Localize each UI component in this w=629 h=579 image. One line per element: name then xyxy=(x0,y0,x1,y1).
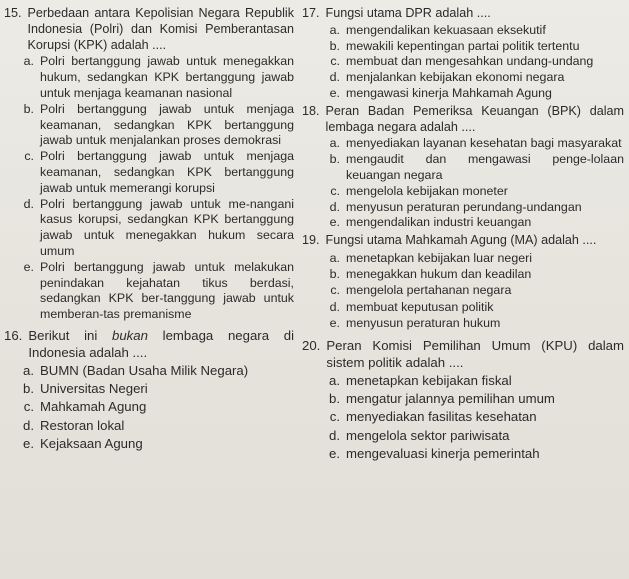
question-number: 18. xyxy=(302,103,320,118)
option-d[interactable] xyxy=(16,417,294,435)
option-text: Kejaksaan Agung xyxy=(40,435,143,451)
question-18-options xyxy=(322,136,624,231)
option-text: Polri bertanggung jawab untuk menegakkan hukum, sedangkan KPK bertanggung jawab untuk menjaga keamanan nasional xyxy=(40,54,294,100)
question-text: Fungsi utama DPR adalah .... xyxy=(325,6,491,20)
question-15 xyxy=(4,6,294,323)
option-letter: c. xyxy=(24,149,34,164)
question-19 xyxy=(302,233,624,331)
option-text: mengawasi kinerja Mahkamah Agung xyxy=(346,85,552,100)
question-16 xyxy=(4,327,294,453)
option-letter: d. xyxy=(23,196,34,211)
option-letter: d. xyxy=(23,417,34,433)
option-text: Universitas Negeri xyxy=(40,381,148,397)
option-text: mengendalikan industri keuangan xyxy=(346,215,532,230)
option-text: menyusun peraturan hukum xyxy=(346,315,501,330)
option-c[interactable] xyxy=(322,282,624,298)
option-text: Polri bertanggung jawab untuk menjaga keamanan, sedangkan KPK bertanggung jawab untuk menjalankan proses demokrasi xyxy=(40,101,294,148)
option-letter: a. xyxy=(23,54,34,69)
option-letter: e. xyxy=(329,85,340,100)
option-text: mengendalikan kekuasaan eksekutif xyxy=(346,22,546,37)
option-text: Mahkamah Agung xyxy=(40,399,147,415)
option-e[interactable] xyxy=(16,435,294,453)
option-b[interactable] xyxy=(16,380,294,398)
option-b[interactable] xyxy=(16,102,294,149)
option-letter: a. xyxy=(329,136,340,151)
option-e[interactable] xyxy=(16,260,294,323)
option-d[interactable] xyxy=(322,70,624,86)
question-number: 16. xyxy=(4,327,23,343)
question-20 xyxy=(302,337,624,463)
option-text: menyusun peraturan perundang-undangan xyxy=(346,199,582,214)
option-letter: d. xyxy=(329,70,340,85)
option-c[interactable] xyxy=(16,149,294,196)
option-d[interactable] xyxy=(322,427,624,445)
option-e[interactable] xyxy=(322,86,624,102)
option-text: Restoran lokal xyxy=(40,417,125,433)
question-number: 17. xyxy=(302,6,320,20)
question-text: Peran Badan Pemeriksa Keuangan (BPK) dalam lembaga negara adalah .... xyxy=(325,103,624,134)
option-text: mengevaluasi kinerja pemerintah xyxy=(346,445,540,461)
question-18-stem xyxy=(302,104,624,136)
question-19-options xyxy=(322,250,624,331)
option-text: menegakkan hukum dan keadilan xyxy=(346,267,532,282)
option-letter: c. xyxy=(330,54,340,69)
option-letter: c. xyxy=(330,283,340,298)
question-text-after: lembaga negara di Indonesia adalah .... xyxy=(28,327,294,360)
option-letter: e. xyxy=(329,445,340,461)
option-a[interactable] xyxy=(16,54,294,101)
option-text: mengelola pertahanan negara xyxy=(346,283,512,298)
option-text: Polri bertanggung jawab untuk menjaga keamanan, sedangkan KPK bertanggung jawab untuk memerangi korupsi xyxy=(40,149,294,195)
question-text: Fungsi utama Mahkamah Agung (MA) adalah .... xyxy=(325,233,597,248)
question-20-stem xyxy=(302,337,624,371)
question-text-before: Berikut ini xyxy=(28,327,113,343)
option-letter: e. xyxy=(23,435,34,451)
question-text xyxy=(28,327,294,361)
question-17-options xyxy=(322,23,624,102)
option-e[interactable] xyxy=(322,215,624,231)
option-letter: b. xyxy=(329,38,340,53)
option-letter: b. xyxy=(23,381,34,397)
question-number: 20. xyxy=(302,337,321,353)
option-text: menetapkan kebijakan luar negeri xyxy=(346,250,532,265)
option-text: Polri bertanggung jawab untuk me-nangani kasus korupsi, sedangkan KPK bertanggung jawab untuk menegakkan hukum secara umum xyxy=(40,196,294,258)
left-column xyxy=(4,6,294,455)
option-letter: b. xyxy=(329,152,340,167)
question-19-stem xyxy=(302,233,624,249)
question-20-options xyxy=(322,372,624,463)
option-d[interactable] xyxy=(16,197,294,260)
question-15-stem xyxy=(4,6,294,53)
option-d[interactable] xyxy=(322,200,624,216)
option-text: mengaudit dan mengawasi penge-lolaan keuangan negara xyxy=(346,152,624,182)
question-16-stem xyxy=(4,327,294,361)
option-text: membuat keputusan politik xyxy=(346,299,494,314)
option-d[interactable] xyxy=(322,299,624,315)
option-b[interactable] xyxy=(322,266,624,282)
option-text: menetapkan kebijakan fiskal xyxy=(346,372,512,388)
option-text: mengatur jalannya pemilihan umum xyxy=(346,391,555,407)
option-a[interactable] xyxy=(322,250,624,266)
question-text-emphasis: bukan xyxy=(112,327,148,343)
question-number: 19. xyxy=(302,233,320,248)
option-letter: a. xyxy=(23,362,34,378)
option-text: mengelola kebijakan moneter xyxy=(346,183,508,198)
option-b[interactable] xyxy=(322,152,624,184)
option-text: menyediakan fasilitas kesehatan xyxy=(346,409,537,425)
option-letter: d. xyxy=(329,199,340,214)
option-text: mewakili kepentingan partai politik tertentu xyxy=(346,38,580,53)
option-text: menyediakan layanan kesehatan bagi masyarakat xyxy=(346,136,622,151)
option-a[interactable] xyxy=(322,372,624,390)
option-c[interactable] xyxy=(322,54,624,70)
question-18 xyxy=(302,104,624,231)
option-text: Polri bertanggung jawab untuk melakukan penindakan kejahatan tikus berdasi, sedangkan KPK ber-tanggung jawab untuk memberan-tas premanisme xyxy=(40,259,294,322)
option-e[interactable] xyxy=(322,445,624,463)
option-letter: c. xyxy=(329,409,340,425)
question-16-options xyxy=(16,362,294,453)
question-text: Peran Komisi Pemilihan Umum (KPU) dalam sistem politik adalah .... xyxy=(326,337,624,370)
option-letter: d. xyxy=(329,427,340,443)
option-letter: d. xyxy=(329,299,340,314)
question-17-stem xyxy=(302,6,624,22)
option-text: mengelola sektor pariwisata xyxy=(346,427,510,443)
option-letter: b. xyxy=(329,391,340,407)
question-number: 15. xyxy=(4,6,22,20)
option-letter: e. xyxy=(329,215,340,230)
option-letter: a. xyxy=(329,372,340,388)
option-letter: b. xyxy=(23,101,34,116)
option-e[interactable] xyxy=(322,315,624,331)
question-15-options xyxy=(16,54,294,323)
option-c[interactable] xyxy=(322,408,624,426)
option-a[interactable] xyxy=(322,136,624,152)
option-text: BUMN (Badan Usaha Milik Negara) xyxy=(40,362,249,378)
option-letter: a. xyxy=(329,250,340,265)
question-17 xyxy=(302,6,624,102)
option-letter: c. xyxy=(23,399,34,415)
question-text: Perbedaan antara Kepolisian Negara Republik Indonesia (Polri) dan Komisi Pemberantasan Korupsi (KPK) adalah .... xyxy=(27,6,294,52)
option-text: membuat dan mengesahkan undang-undang xyxy=(346,54,594,69)
option-c[interactable] xyxy=(16,398,294,416)
option-letter: e. xyxy=(23,259,34,274)
option-b[interactable] xyxy=(322,39,624,55)
option-c[interactable] xyxy=(322,184,624,200)
option-b[interactable] xyxy=(322,390,624,408)
option-letter: a. xyxy=(329,22,340,37)
option-letter: b. xyxy=(329,267,340,282)
option-letter: c. xyxy=(330,183,340,198)
option-letter: e. xyxy=(329,315,340,330)
option-a[interactable] xyxy=(322,23,624,39)
option-a[interactable] xyxy=(16,362,294,380)
option-text: menjalankan kebijakan ekonomi negara xyxy=(346,70,565,85)
right-column xyxy=(302,6,624,465)
